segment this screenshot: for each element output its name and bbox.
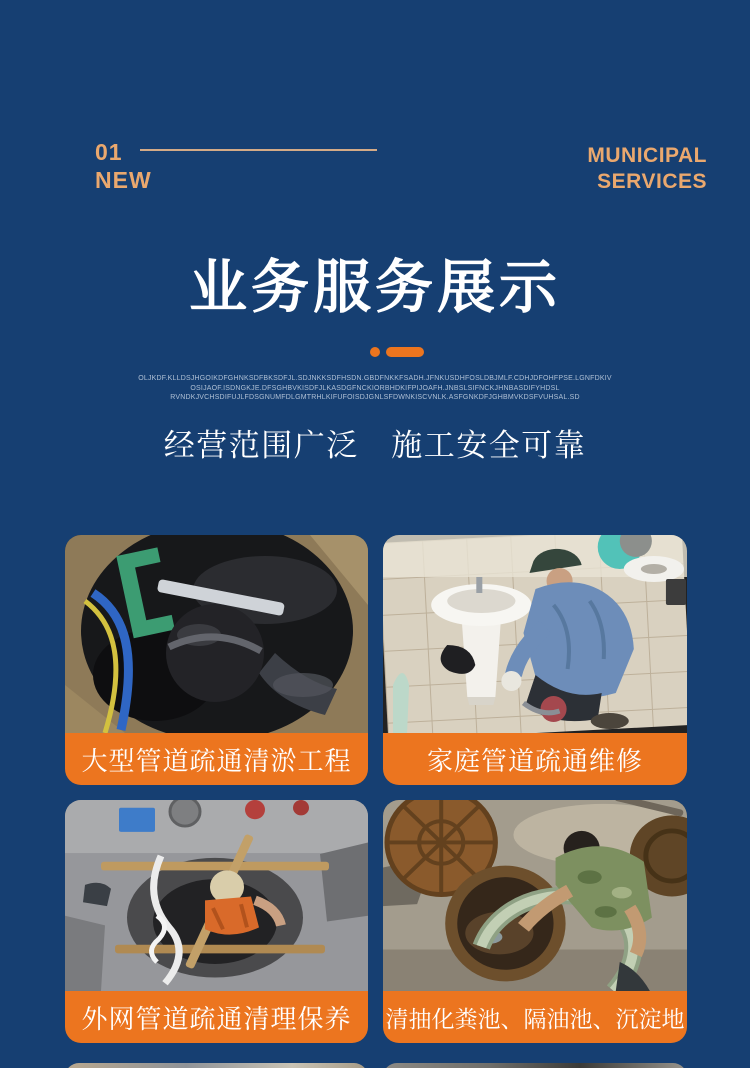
slogan-text: 经营范围广泛 施工安全可靠 (163, 428, 587, 463)
fine-print-line: OSIJAOF.ISDNGKJE.DFSGHBVKISDFJLKASDGFNCKIORBHDKIFPIJOAFH.JNBSLSIFNCKJHNBASDIFYHDSL (190, 384, 560, 392)
septic-tank-suction-photo (383, 800, 687, 991)
section-number-value: 01 (95, 139, 123, 165)
service-card-label: 清抽化粪池、隔油池、沉淀地 (383, 991, 687, 1043)
large-pipe-dredging-photo (65, 535, 368, 733)
outdoor-network-maintenance-photo (65, 800, 368, 991)
section-number (95, 138, 152, 194)
street-manhole-illustration (65, 800, 368, 991)
manhole-sludge-illustration (65, 535, 368, 733)
service-card-label: 家庭管道疏通维修 (383, 733, 687, 785)
header-right-line1: MUNICIPAL (587, 144, 707, 167)
service-card-outdoor-network-maintenance[interactable] (65, 800, 368, 1043)
next-row-photo-sliver (65, 1063, 368, 1068)
fine-print-line: OLJKDF.KLLDSJHGOIKDFGHNKSDFBKSDFJL.SDJNKKSDFHSDN.GBDFNKKFSADH.JFNKUSDHFOSLDBJMLF.CDHJDFOHFPSE.LGNFDKIV (138, 375, 612, 382)
header-rule (140, 149, 377, 151)
service-card-large-pipe-dredging[interactable] (65, 535, 368, 785)
next-row-photo-sliver (383, 1063, 687, 1068)
divider-bar-icon (386, 347, 424, 357)
section-number-caption: NEW (95, 167, 152, 193)
divider-dot-icon (370, 347, 380, 357)
title-divider (0, 346, 750, 358)
page-title: 业务服务展示 (188, 255, 561, 320)
bathroom-illustration (383, 535, 687, 733)
fine-print (0, 374, 750, 403)
service-card-label: 大型管道疏通清淤工程 (65, 733, 368, 785)
fine-print-line: RVNDKJVCHSDIFUJLFDSGNUMFDLGMTRHLKIFUFOISDJGNLSFDWNKISCVNLK.ASFGNKDFJGHBMVKDSFVUHSAL.SD (170, 394, 580, 401)
septic-suction-illustration (383, 800, 687, 991)
service-card-septic-tank-suction[interactable] (383, 800, 687, 1043)
service-card-label: 外网管道疏通清理保养 (65, 991, 368, 1043)
service-card-home-pipe-repair[interactable] (383, 535, 687, 785)
header-right-line2: SERVICES (597, 170, 707, 193)
header-right-title (587, 143, 707, 195)
home-pipe-repair-photo (383, 535, 687, 733)
